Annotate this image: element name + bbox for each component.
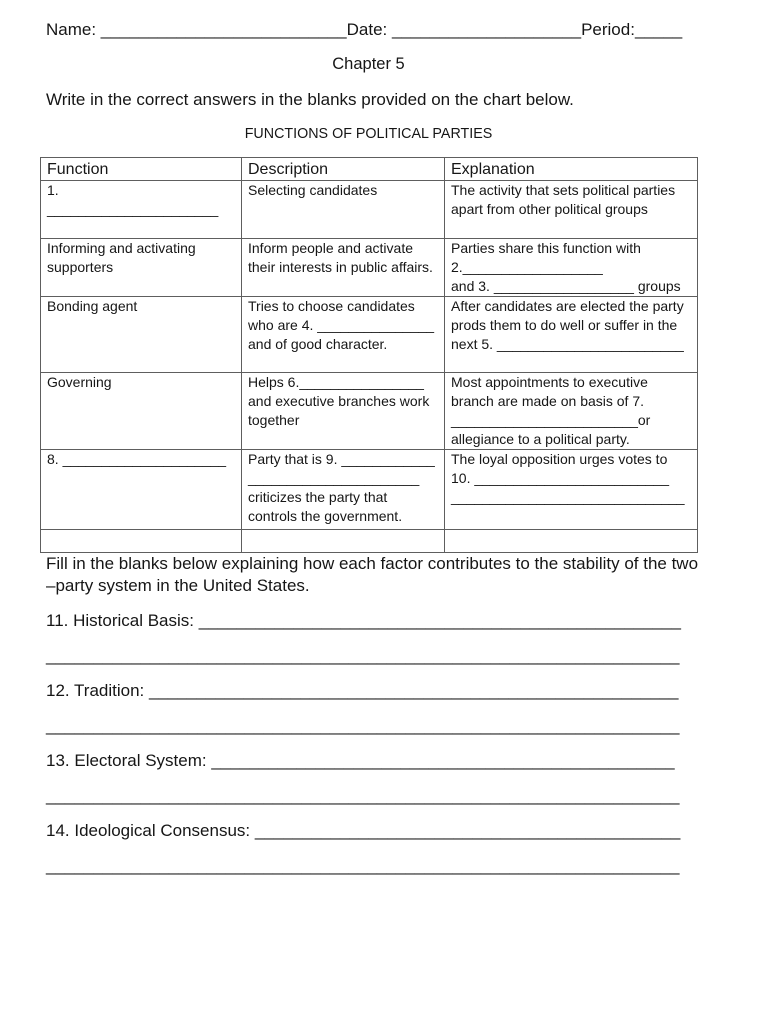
description-cell: Selecting candidates xyxy=(242,181,445,239)
table-row-empty xyxy=(41,530,698,553)
function-cell: Governing xyxy=(41,373,242,450)
answer-blank-line: ___________________________________________________________________ xyxy=(46,646,680,665)
empty-cell xyxy=(41,530,242,553)
question-list xyxy=(46,611,681,891)
chart-instructions: Write in the correct answers in the blanks provided on the chart below. xyxy=(46,90,574,109)
answer-blank-line: ___________________________________________________________________ xyxy=(46,716,680,735)
question-line: 12. Tradition: ________________________________________________________ xyxy=(46,681,679,700)
answer-blank-line: ___________________________________________________________________ xyxy=(46,786,680,805)
description-cell: Tries to choose candidates who are 4. _______________ and of good character. xyxy=(242,297,445,373)
table-title: FUNCTIONS OF POLITICAL PARTIES xyxy=(244,126,493,142)
table-row xyxy=(41,181,698,239)
answer-blank-line: ___________________________________________________________________ xyxy=(46,856,680,875)
function-cell: Bonding agent xyxy=(41,297,242,373)
description-cell: Inform people and activate their interests in public affairs. xyxy=(242,239,445,297)
function-cell: Informing and activating supporters xyxy=(41,239,242,297)
explanation-cell: The loyal opposition urges votes to 10. _________________________ ______________________________ xyxy=(445,450,698,530)
description-cell: Party that is 9. ____________ ______________________ criticizes the party that controls the government. xyxy=(242,450,445,530)
name-field: Name: __________________________ xyxy=(46,20,347,39)
column-header-function: Function xyxy=(41,158,242,181)
question-line: 13. Electoral System: _________________________________________________ xyxy=(46,751,675,770)
chapter-title: Chapter 5 xyxy=(332,55,405,73)
table-row xyxy=(41,450,698,530)
period-field: Period:_____ xyxy=(581,20,683,39)
description-cell: Helps 6.________________ and executive branches work together xyxy=(242,373,445,450)
explanation-cell: Most appointments to executive branch are made on basis of 7. ________________________or allegiance to a political party. xyxy=(445,373,698,450)
table-header-row xyxy=(41,158,698,181)
explanation-cell: Parties share this function with 2.__________________ and 3. __________________ groups xyxy=(445,239,698,297)
explanation-cell: The activity that sets political parties apart from other political groups xyxy=(445,181,698,239)
question-line: 11. Historical Basis: ___________________________________________________ xyxy=(46,611,681,630)
empty-cell xyxy=(242,530,445,553)
table-row xyxy=(41,297,698,373)
explanation-cell: After candidates are elected the party prods them to do well or suffer in the next 5. ________________________ xyxy=(445,297,698,373)
functions-table xyxy=(40,157,698,553)
column-header-description: Description xyxy=(242,158,445,181)
table-row xyxy=(41,373,698,450)
date-field: Date: ____________________ xyxy=(346,20,582,39)
question-line: 14. Ideological Consensus: _____________________________________________ xyxy=(46,821,681,840)
table-row xyxy=(41,239,698,297)
function-cell: 8. _____________________ xyxy=(41,450,242,530)
fill-in-instructions: Fill in the blanks below explaining how each factor contributes to the stability of the two –party system in the United States. xyxy=(46,554,699,595)
column-header-explanation: Explanation xyxy=(445,158,698,181)
student-info-line xyxy=(46,20,682,40)
empty-cell xyxy=(445,530,698,553)
function-cell: 1. ______________________ xyxy=(41,181,242,239)
